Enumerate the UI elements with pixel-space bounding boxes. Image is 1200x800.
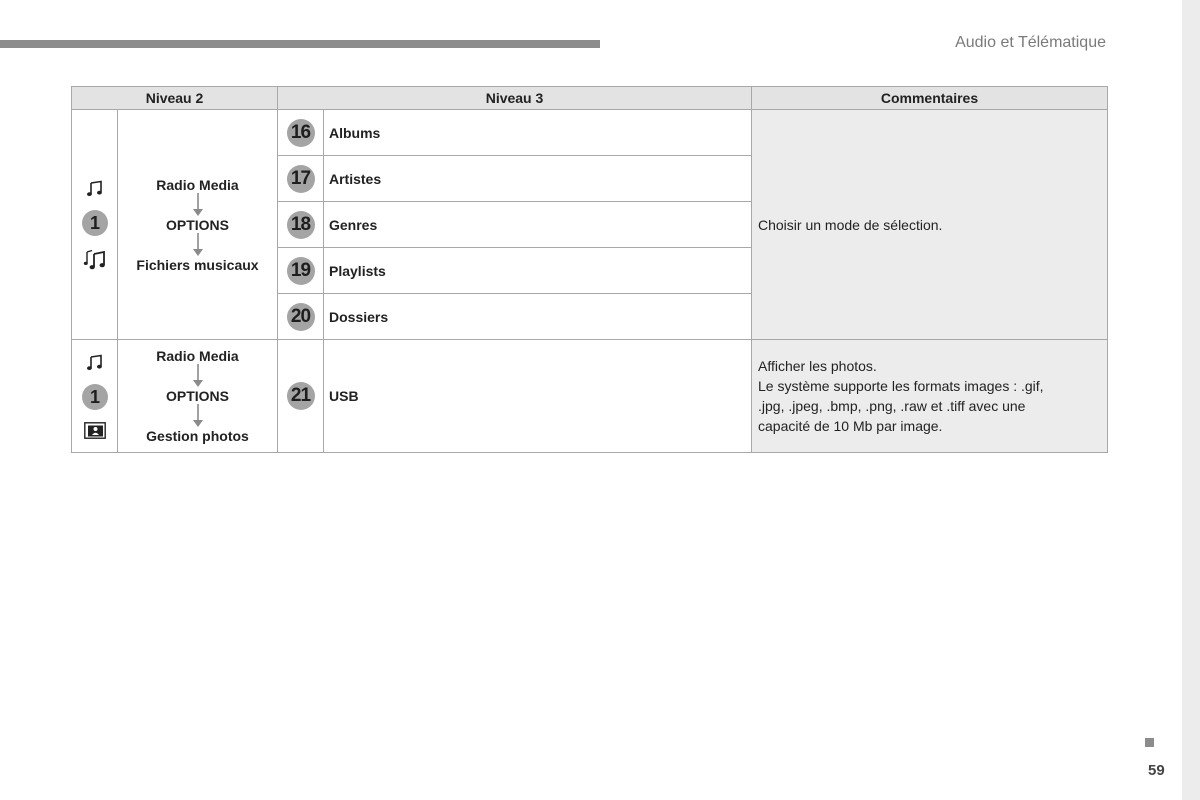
- comment-cell: Choisir un mode de sélection.: [752, 110, 1108, 340]
- header-bar: [0, 40, 600, 48]
- level3-item-usb: USB: [324, 340, 752, 453]
- path-step-gestion-photos: Gestion photos: [146, 428, 249, 444]
- table-header-row: [72, 87, 1108, 110]
- item-number-badge: 16: [287, 119, 315, 147]
- level3-item-albums: Albums: [324, 110, 752, 156]
- comment-line: Afficher les photos.: [758, 358, 877, 374]
- number-cell: [278, 156, 324, 202]
- icon-cell: [72, 110, 118, 340]
- header-level3: Niveau 3: [278, 87, 752, 110]
- arrow-down-icon: [192, 404, 204, 428]
- path-step-options: OPTIONS: [165, 216, 229, 233]
- number-cell: [278, 248, 324, 294]
- path-step-options: OPTIONS: [165, 388, 229, 404]
- level2-path-cell: [118, 110, 278, 340]
- table-row: [72, 340, 1108, 453]
- item-number-badge: 19: [287, 257, 315, 285]
- header-level2: Niveau 2: [72, 87, 278, 110]
- step-badge: 1: [82, 210, 108, 236]
- music-notes-icon: [83, 248, 107, 270]
- header-comments: Commentaires: [752, 87, 1108, 110]
- level2-path-cell: [118, 340, 278, 453]
- item-number-badge: 17: [287, 165, 315, 193]
- level3-item-artistes: Artistes: [324, 156, 752, 202]
- item-number-badge: 18: [287, 211, 315, 239]
- page-edge-strip: [1182, 0, 1200, 800]
- menu-table: [71, 86, 1108, 453]
- end-marker: [1145, 738, 1154, 747]
- music-note-icon: [86, 180, 104, 198]
- comment-line: Le système supporte les formats images : .gif,: [758, 378, 1044, 394]
- comment-line: capacité de 10 Mb par image.: [758, 418, 943, 434]
- level3-item-dossiers: Dossiers: [324, 294, 752, 340]
- arrow-down-icon: [192, 233, 204, 257]
- level3-item-genres: Genres: [324, 202, 752, 248]
- number-cell: [278, 110, 324, 156]
- item-number-badge: 21: [287, 382, 315, 410]
- number-cell: [278, 340, 324, 453]
- comment-cell: [752, 340, 1108, 453]
- photo-icon: [84, 422, 106, 439]
- arrow-down-icon: [192, 193, 204, 217]
- section-title: Audio et Télématique: [955, 34, 1106, 51]
- path-step-radio-media: Radio Media: [156, 348, 239, 364]
- number-cell: [278, 294, 324, 340]
- arrow-down-icon: [192, 364, 204, 388]
- level3-item-playlists: Playlists: [324, 248, 752, 294]
- item-number-badge: 20: [287, 303, 315, 331]
- number-cell: [278, 202, 324, 248]
- path-step-fichiers-musicaux: Fichiers musicaux: [136, 256, 259, 273]
- table-row: [72, 110, 1108, 156]
- music-note-icon: [86, 354, 104, 372]
- step-badge: 1: [82, 384, 108, 410]
- path-step-radio-media: Radio Media: [156, 176, 239, 193]
- icon-cell: [72, 340, 118, 453]
- page-number: 59: [1148, 762, 1165, 779]
- comment-line: .jpg, .jpeg, .bmp, .png, .raw et .tiff avec une: [758, 398, 1026, 414]
